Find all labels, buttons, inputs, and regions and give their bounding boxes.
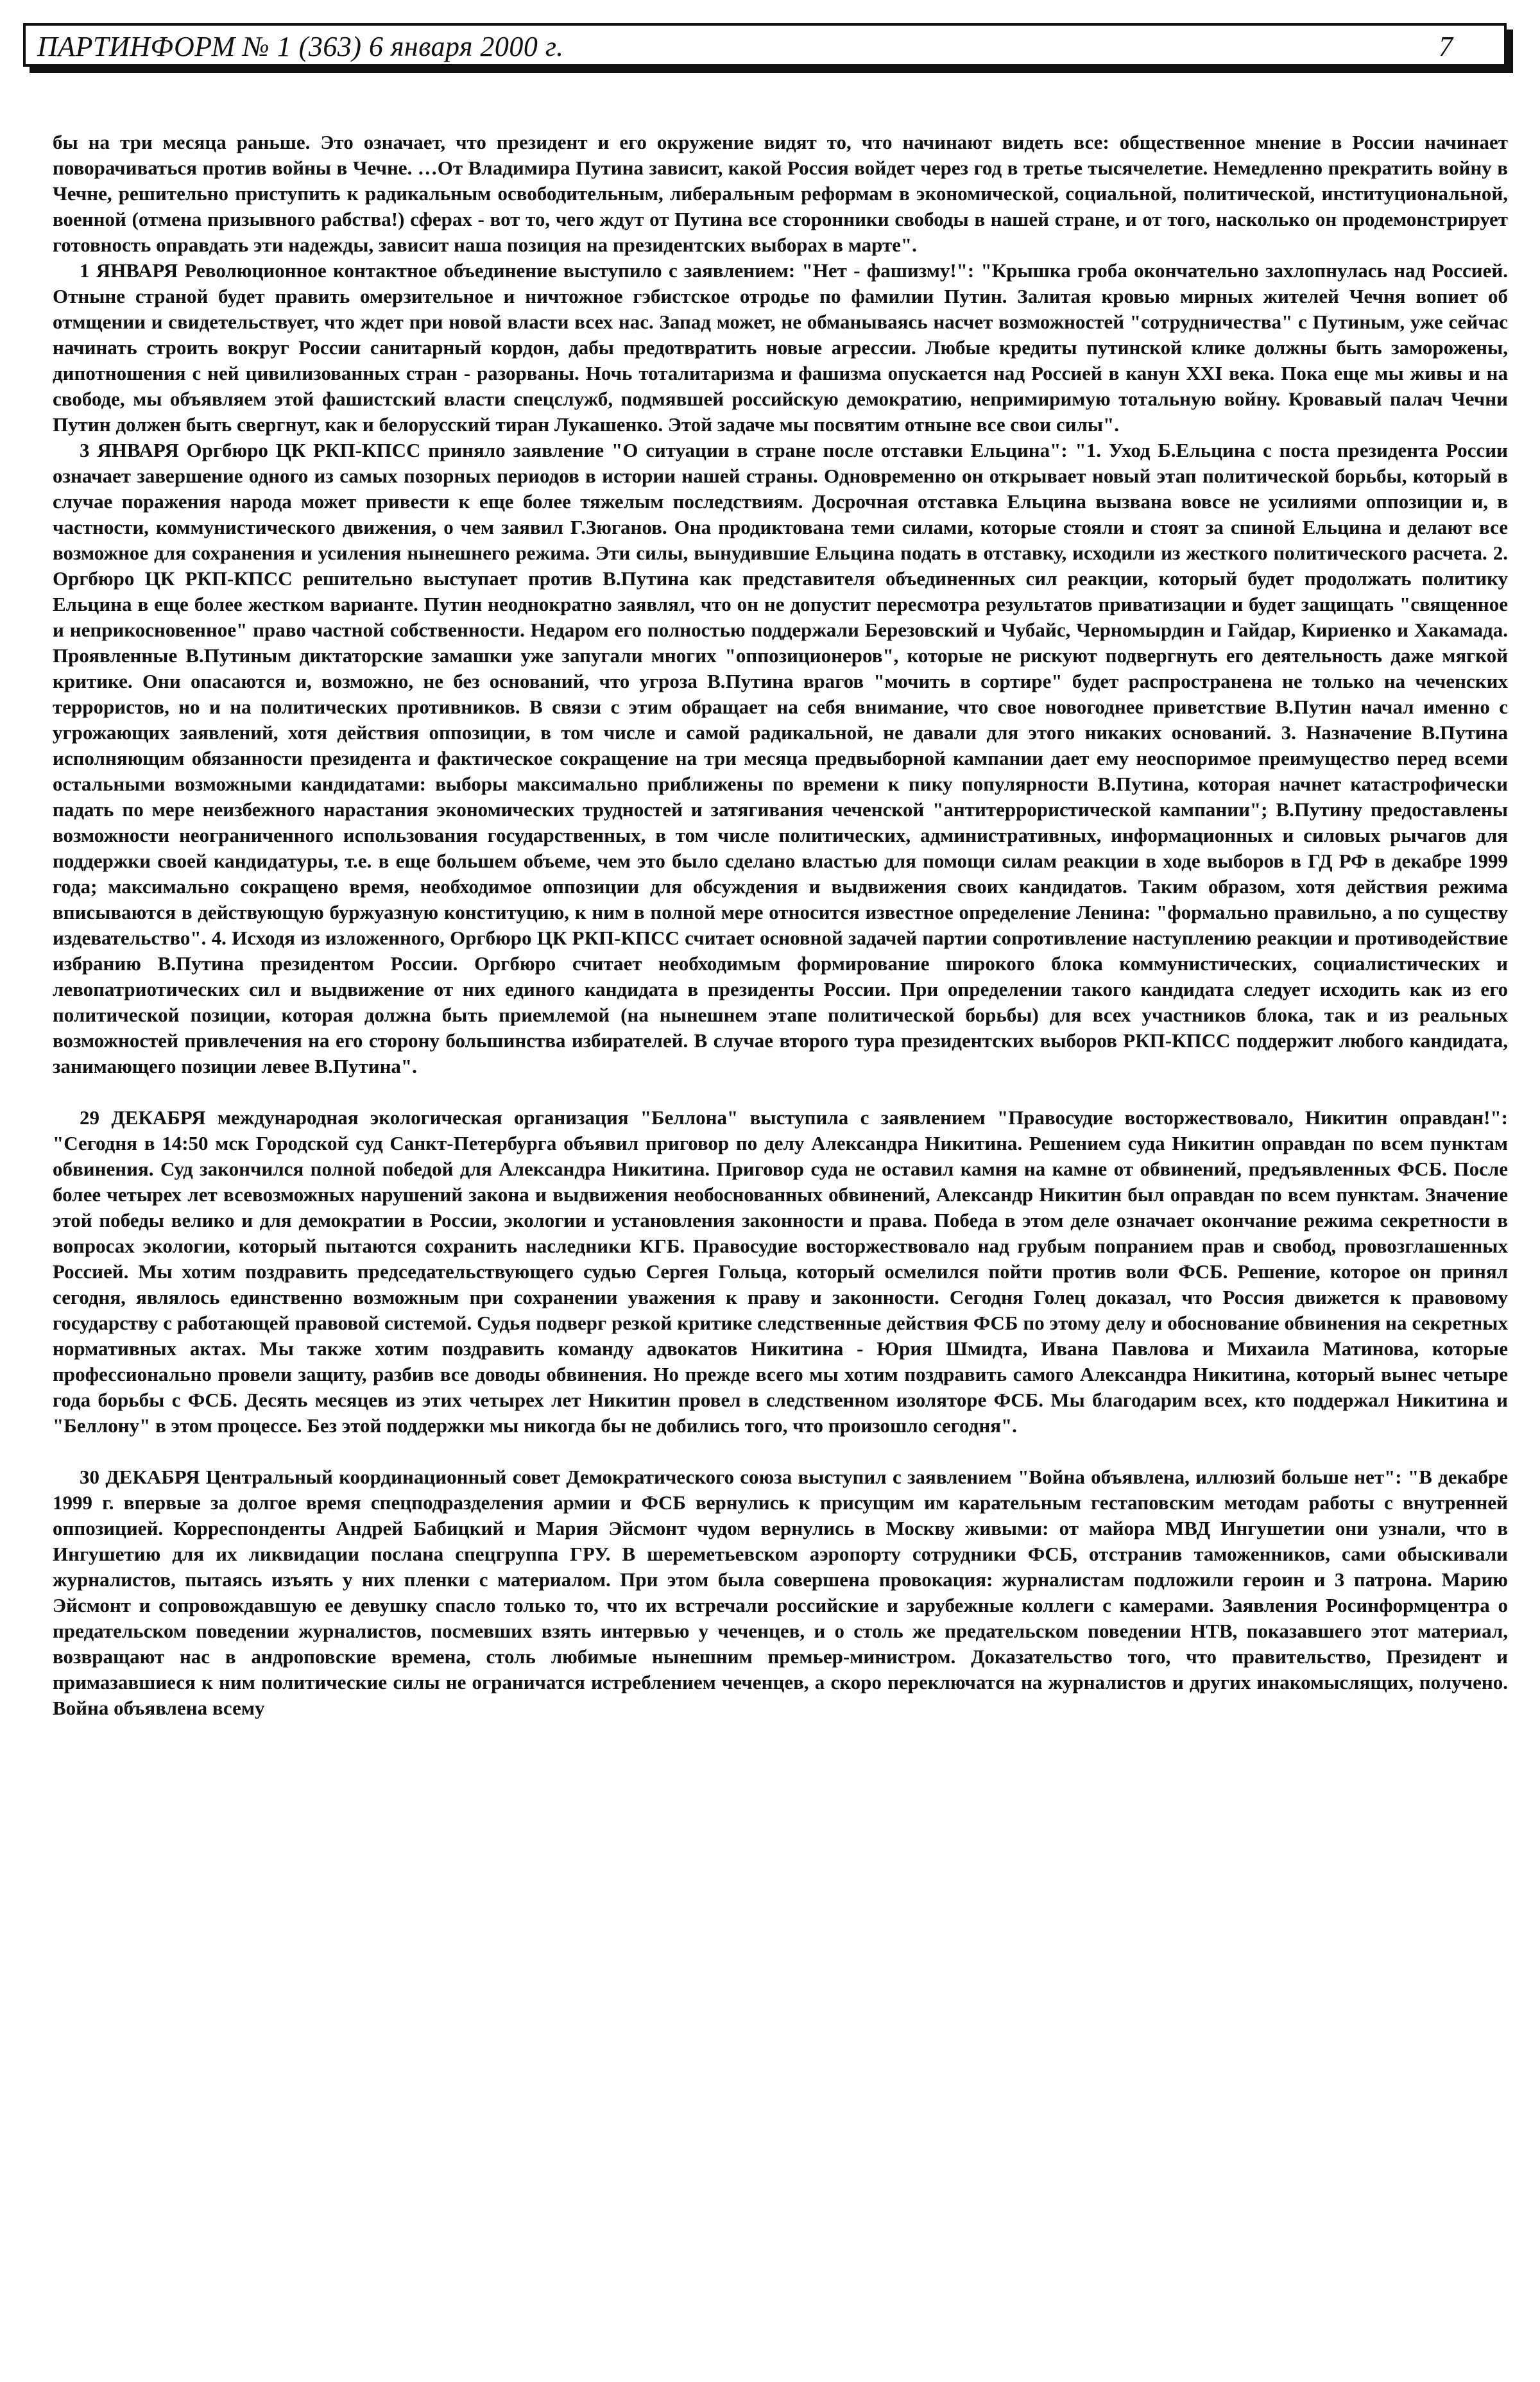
header-title: ПАРТИНФОРМ № 1 (363) 6 января 2000 г. <box>37 31 564 62</box>
paragraph-dec-30: 30 ДЕКАБРЯ Центральный координационный совет Демократического союза выступил с заявлением "Война объявлена, иллюзий больше нет": "В декабре 1999 г. впервые за долгое время спецподразделения армии и ФСБ вернулись к присущим им карательным гестаповским методам работы с внутренней оппозицией. Корреспонденты Андрей Бабицкий и Мария Эйсмонт чудом вернулись в Москву живыми: от майора МВД Ингушетии они узнали, что в Ингушетию для их ликвидации послана спецгруппа ГРУ. В шереметьевском аэропорту сотрудники ФСБ, отстранив таможенников, сами обыскивали журналистов, пытаясь изъять у них пленки с материалом. При этом была совершена провокация: журналистам подложили героин и 3 патрона. Марию Эйсмонт и сопровождавшую ее девушку спасло только то, что их встречали российские и зарубежные коллеги с камерами. Заявления Росинформцентра о предательском поведении журналистов, посмевших взять интервью у чеченцев, и о столь же предательском поведении НТВ, показавшего этот материал, возвращают нас в андроповские времена, столь любимые нынешним премьер-министром. Доказательство того, что правительство, Президент и примазавшиеся к ним политические силы не ограничатся истреблением чеченцев, а скоро переключатся на журналистов и других инакомыслящих, получено. Война объявлена всему <box>53 1466 1508 1719</box>
article-body <box>53 130 1508 1721</box>
paragraph-dec-29: 29 ДЕКАБРЯ международная экологическая организация "Беллона" выступила с заявлением "Правосудие восторжествовало, Никитин оправдан!": "Сегодня в 14:50 мск Городской суд Санкт-Петербурга объявил приговор по делу Александра Никитина. Решением суда Никитин оправдан по всем пунктам обвинения. Суд закончился полной победой для Александра Никитина. Приговор суда не оставил камня на камне от обвинений, предъявленных ФСБ. После более четырех лет всевозможных нарушений закона и выдвижения необоснованных обвинений, Александр Никитин был оправдан по всем пунктам. Значение этой победы велико и для демократии в России, экологии и установления законности и права. Победа в этом деле означает окончание режима секретности в вопросах экологии, который пытаются сохранить наследники КГБ. Правосудие восторжествовало над грубым попранием прав и свобод, провозглашенных Россией. Мы хотим поздравить председательствующего судью Сергея Гольца, который осмелился пойти против воли ФСБ. Решение, которое он принял сегодня, являлось единственно возможным при сохранении уважения к праву и законности. Сегодня Голец доказал, что Россия движется к правовому государству с работающей правовой системой. Судья подверг резкой критике следственные действия ФСБ по этому делу и обоснование обвинения на секретных нормативных актах. Мы также хотим поздравить команду адвокатов Никитина - Юрия Шмидта, Ивана Павлова и Михаила Матинова, которые профессионально провели защиту, разбив все доводы обвинения. Но прежде всего мы хотим поздравить самого Александра Никитина, который вынес четыре года борьбы с ФСБ. Десять месяцев из этих четырех лет Никитин провел в следственном изоляторе ФСБ. Мы благодарим всех, кто поддержал Никитина и "Беллону" в этом процессе. Без этой поддержки мы никогда бы не добились того, что произошло сегодня". <box>53 1106 1508 1437</box>
paragraph-continuation: бы на три месяца раньше. Это означает, что президент и его окружение видят то, что начинают видеть все: общественное мнение в России начинает поворачиваться против войны в Чечне. …От Владимира Путина зависит, какой Россия войдет через год в третье тысячелетие. Немедленно прекратить войну в Чечне, решительно приступить к радикальным освободительным, либеральным реформам в экономической, социальной, политической, институциональной, военной (отмена призывного рабства!) сферах - вот то, чего ждут от Путина все сторонники свободы в нашей стране, и от того, насколько он продемонстрирует готовность оправдать эти надежды, зависит наша позиция на президентских выборах в марте". <box>53 131 1508 256</box>
paragraph-jan-1: 1 ЯНВАРЯ Революционное контактное объединение выступило с заявлением: "Нет - фашизму!": "Крышка гроба окончательно захлопнулась над Россией. Отныне страной будет править омерзительное и ничтожное гэбистское отродье по фамилии Путин. Залитая кровью мирных жителей Чечня вопиет об отмщении и свидетельствует, что ждет при новой власти всех нас. Запад может, не обманываясь насчет возможностей "сотрудничества" с Путиным, уже сейчас начинать строить вокруг России санитарный кордон, дабы предотвратить новые агрессии. Любые кредиты путинской клике должны быть заморожены, дипотношения с ней цивилизованных стран - разорваны. Ночь тоталитаризма и фашизма опускается над Россией в канун XXI века. Пока еще мы живы и на свободе, мы объявляем этой фашистский власти спецслужб, подмявшей российскую демократию, непримиримую тотальную войну. Кровавый палач Чечни Путин должен быть свергнут, как и белорусский тиран Лукашенко. Этой задаче мы посвятим отныне все свои силы". <box>53 259 1508 436</box>
paragraph-jan-3: 3 ЯНВАРЯ Оргбюро ЦК РКП-КПСС приняло заявление "О ситуации в стране после отставки Ельцина": "1. Уход Б.Ельцина с поста президента России означает завершение одного из самых позорных периодов в истории нашей страны. Одновременно он открывает новый этап политической борьбы, который в случае поражения народа может привести к еще более тяжелым последствиям. Досрочная отставка Ельцина вызвана вовсе не усилиями оппозиции и, в частности, коммунистического движения, о чем заявил Г.Зюганов. Она продиктована теми силами, которые стояли и стоят за спиной Ельцина и делают все возможное для сохранения и усиления нынешнего режима. Эти силы, вынудившие Ельцина подать в отставку, исходили из жесткого политического расчета. 2. Оргбюро ЦК РКП-КПСС решительно выступает против В.Путина как представителя объединенных сил реакции, который будет продолжать политику Ельцина в еще более жестком варианте. Путин неоднократно заявлял, что он не допустит пересмотра результатов приватизации и будет защищать "священное и неприкосновенное" право частной собственности. Недаром его полностью поддержали Березовский и Чубайс, Черномырдин и Гайдар, Кириенко и Хакамада. Проявленные В.Путиным диктаторские замашки уже запугали многих "оппозиционеров", которые не рискуют подвергнуть его деятельность даже мягкой критике. Они опасаются и, возможно, не без оснований, что угроза В.Путина врагов "мочить в сортире" будет распространена не только на чеченских террористов, но и на политических противников. В связи с этим обращает на себя внимание, что свое новогоднее приветствие В.Путин начал именно с угрожающих заявлений, хотя действия оппозиции, в том числе и самой радикальной, не давали для этого никаких оснований. 3. Назначение В.Путина исполняющим обязанности президента и фактическое сокращение на три месяца предвыборной кампании дает ему неоспоримое преимущество перед всеми остальными возможными кандидатами: выборы максимально приближены по времени к пику популярности В.Путина, которая начнет катастрофически падать по мере неизбежного нарастания экономических трудностей и затягивания чеченской "антитеррористической кампании"; В.Путину предоставлены возможности неограниченного использования государственных, в том числе политических, административных, информационных и силовых рычагов для поддержки своей кандидатуры, т.е. в еще большем объеме, чем это было сделано властью для помощи силам реакции в ходе выборов в ГД РФ в декабре 1999 года; максимально сокращено время, необходимое оппозиции для обсуждения и выдвижения своих кандидатов. Таким образом, хотя действия режима вписываются в действующую буржуазную конституцию, к ним в полной мере относится известное определение Ленина: "формально правильно, а по существу издевательство". 4. Исходя из изложенного, Оргбюро ЦК РКП-КПСС считает основной задачей партии сопротивление наступлению реакции и противодействие избранию В.Путина президентом России. Оргбюро считает необходимым формирование широкого блока коммунистических, социалистических и левопатриотических сил и выдвижение от них единого кандидата в президенты России. При определении такого кандидата следует исходить как из его политической позиции, которая должна быть приемлемой (на нынешнем этапе политической борьбы) для всех участников блока, так и из реальных возможностей привлечения на его сторону большинства избирателей. В случае второго тура президентских выборов РКП-КПСС поддержит любого кандидата, занимающего позиции левее В.Путина". <box>53 439 1508 1077</box>
page-number: 7 <box>1439 31 1453 62</box>
page-header <box>23 23 1507 67</box>
